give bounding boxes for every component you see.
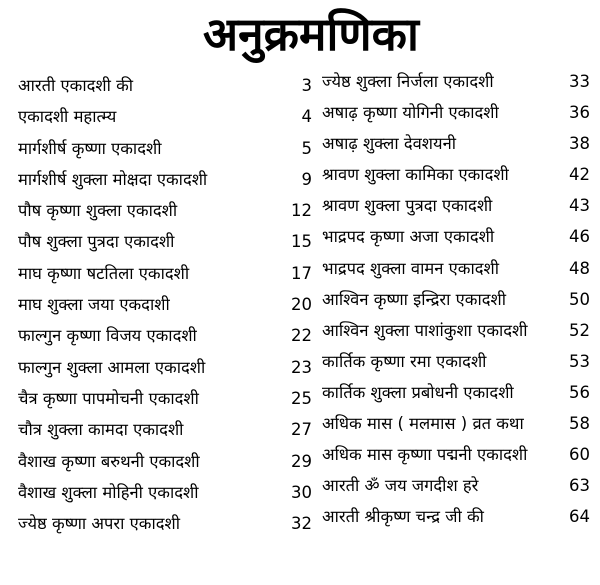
entry-title: मार्गशीर्ष शुक्ला मोक्षदा एकादशी	[18, 169, 208, 189]
entry-page-number: 38	[569, 134, 590, 154]
toc-entry	[18, 352, 312, 383]
entry-page-number: 43	[569, 196, 590, 216]
entry-title: वैशाख कृष्णा बरुथनी एकादशी	[18, 451, 200, 471]
entry-title: आरती श्रीकृष्ण चन्द्र जी की	[322, 507, 484, 527]
entry-title: ज्येष्ठ शुक्ला निर्जला एकादशी	[322, 72, 494, 91]
toc-entry	[322, 346, 590, 377]
entry-page-number: 53	[569, 351, 590, 371]
toc-entry	[18, 477, 312, 508]
entry-title: पौष कृष्णा शुक्ला एकादशी	[18, 201, 178, 221]
toc-entry	[322, 377, 590, 408]
entry-title: फाल्गुन शुक्ला आमला एकादशी	[18, 357, 206, 377]
toc-entry	[322, 284, 590, 315]
entry-page-number: 5	[301, 138, 312, 158]
entry-page-number: 12	[291, 201, 312, 221]
toc-entry	[322, 408, 590, 439]
toc-entry	[322, 97, 590, 128]
toc-entry	[18, 383, 312, 414]
toc-entry	[322, 159, 590, 190]
entry-title: आरती एकादशी की	[18, 76, 134, 95]
entry-title: अधिक मास ( मलमास ) व्रत कथा	[322, 414, 524, 434]
toc-entry	[18, 164, 312, 195]
toc-entry	[18, 101, 312, 132]
entry-title: फाल्गुन कृष्णा विजय एकादशी	[18, 326, 197, 346]
toc-entry	[18, 70, 312, 101]
entry-page-number: 48	[569, 258, 590, 278]
entry-title: एकादशी महात्म्य	[18, 107, 117, 127]
entry-title: आश्विन शुक्ला पाशांकुशा एकादशी	[322, 320, 528, 340]
entry-title: ज्येष्ठ कृष्णा अपरा एकादशी	[18, 514, 180, 534]
entry-title: पौष शुक्ला पुत्रदा एकादशी	[18, 232, 175, 252]
toc-entry	[18, 320, 312, 351]
toc-entry	[322, 221, 590, 252]
entry-title: माघ शुक्ला जया एकदाशी	[18, 295, 170, 315]
entry-title: कार्तिक कृष्णा रमा एकादशी	[322, 351, 487, 371]
entry-page-number: 17	[291, 263, 312, 283]
entry-title: भाद्रपद कृष्णा अजा एकादशी	[322, 227, 495, 247]
entry-title: मार्गशीर्ष कृष्णा एकादशी	[18, 138, 162, 158]
entry-title: श्रावण शुक्ला पुत्रदा एकादशी	[322, 196, 493, 216]
entry-title: श्रावण शुक्ला कामिका एकादशी	[322, 165, 509, 185]
entry-title: अषाढ़ कृष्णा योगिनी एकादशी	[322, 103, 499, 123]
entry-page-number: 27	[291, 420, 312, 440]
entry-page-number: 30	[291, 482, 312, 502]
toc-entry	[18, 446, 312, 477]
toc-entry	[18, 195, 312, 226]
toc-entry	[322, 501, 590, 532]
toc-right-column	[322, 66, 590, 532]
toc-entry	[322, 253, 590, 284]
entry-page-number: 15	[291, 232, 312, 252]
entry-page-number: 52	[569, 320, 590, 340]
entry-page-number: 58	[569, 414, 590, 434]
entry-page-number: 4	[301, 107, 312, 127]
entry-page-number: 60	[569, 445, 590, 465]
entry-title: अधिक मास कृष्णा पद्मनी एकादशी	[322, 445, 528, 465]
toc-entry	[322, 439, 590, 470]
entry-page-number: 23	[291, 357, 312, 377]
toc-entry	[322, 315, 590, 346]
entry-title: आश्विन कृष्णा इन्द्रिरा एकादशी	[322, 289, 506, 309]
entry-page-number: 42	[569, 165, 590, 185]
toc-entry	[18, 226, 312, 257]
entry-page-number: 9	[301, 169, 312, 189]
toc-entry	[322, 190, 590, 221]
entry-title: चौत्र शुक्ला कामदा एकादशी	[18, 420, 184, 440]
entry-page-number: 50	[569, 289, 590, 309]
toc-entry	[18, 508, 312, 539]
entry-page-number: 29	[291, 451, 312, 471]
entry-page-number: 3	[301, 76, 312, 95]
page-title: अनुक्रमणिका	[203, 7, 419, 61]
entry-title: कार्तिक शुक्ला प्रबोधनी एकादशी	[322, 382, 514, 402]
entry-page-number: 22	[291, 326, 312, 346]
toc-entry	[18, 414, 312, 445]
entry-title: माघ कृष्णा षटतिला एकादशी	[18, 263, 190, 283]
entry-title: अषाढ़ शुक्ला देवशयनी	[322, 134, 457, 154]
entry-page-number: 46	[569, 227, 590, 247]
entry-page-number: 56	[569, 382, 590, 402]
entry-page-number: 64	[569, 507, 590, 527]
entry-page-number: 32	[291, 514, 312, 534]
entry-page-number: 36	[569, 103, 590, 123]
entry-title: वैशाख शुक्ला मोहिनी एकादशी	[18, 482, 199, 502]
toc-left-column	[18, 70, 312, 539]
entry-page-number: 20	[291, 295, 312, 315]
toc-entry	[18, 133, 312, 164]
toc-entry	[322, 470, 590, 501]
toc-entry	[322, 128, 590, 159]
entry-title: चैत्र कृष्णा पापमोचनी एकादशी	[18, 388, 199, 408]
toc-entry	[18, 289, 312, 320]
entry-title: आरती ॐ जय जगदीश हरे	[322, 476, 479, 496]
entry-page-number: 25	[291, 388, 312, 408]
entry-page-number: 63	[569, 476, 590, 496]
toc-entry	[322, 66, 590, 97]
entry-title: भाद्रपद शुक्ला वामन एकादशी	[322, 258, 499, 278]
entry-page-number: 33	[569, 72, 590, 91]
toc-entry	[18, 258, 312, 289]
